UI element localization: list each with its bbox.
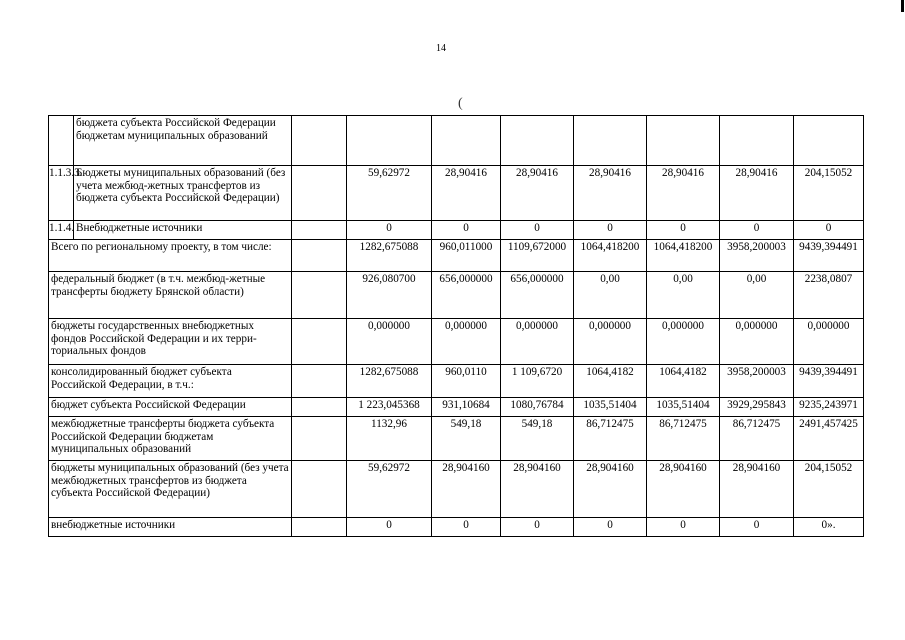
value-cell: 931,10684 xyxy=(432,398,501,417)
source-cell xyxy=(292,417,347,461)
value-cell: 3958,200003 xyxy=(720,365,794,398)
source-cell xyxy=(292,116,347,166)
value-cell: 0 xyxy=(647,221,720,240)
value-cell: 28,904160 xyxy=(432,461,501,518)
row-name: бюджеты государственных внебюджетных фондов Российской Федерации и их терри-ториальных фондов xyxy=(49,319,292,365)
table-row xyxy=(49,221,864,240)
value-cell: 0,00 xyxy=(574,272,647,319)
value-cell xyxy=(347,116,432,166)
source-cell xyxy=(292,240,347,272)
row-name: Бюджеты муниципальных образований (без учета межбюд-жетных трансфертов из бюджета субъекта Российской Федерации) xyxy=(74,166,292,221)
scan-edge-mark xyxy=(901,0,904,12)
value-cell xyxy=(501,116,574,166)
value-cell: 0,00 xyxy=(720,272,794,319)
row-code: 1.1.4. xyxy=(49,221,74,240)
value-cell: 656,000000 xyxy=(432,272,501,319)
row-name: федеральный бюджет (в т.ч. межбюд-жетные трансферты бюджету Брянской области) xyxy=(49,272,292,319)
table-row xyxy=(49,272,864,319)
value-cell: 0 xyxy=(647,518,720,537)
value-cell: 1064,418200 xyxy=(574,240,647,272)
source-cell xyxy=(292,461,347,518)
value-cell: 86,712475 xyxy=(720,417,794,461)
value-cell: 0 xyxy=(720,221,794,240)
table-row xyxy=(49,116,864,166)
value-cell: 1 223,045368 xyxy=(347,398,432,417)
value-cell: 59,62972 xyxy=(347,166,432,221)
value-cell xyxy=(574,116,647,166)
value-cell: 0,000000 xyxy=(720,319,794,365)
table-row xyxy=(49,319,864,365)
value-cell: 204,15052 xyxy=(794,461,864,518)
value-cell: 926,080700 xyxy=(347,272,432,319)
value-cell: 204,15052 xyxy=(794,166,864,221)
value-cell: 0 xyxy=(720,518,794,537)
source-cell xyxy=(292,221,347,240)
value-cell: 28,904160 xyxy=(574,461,647,518)
value-cell: 0 xyxy=(347,518,432,537)
row-code: 1.1.3.3. xyxy=(49,166,74,221)
table-row xyxy=(49,166,864,221)
value-cell: 549,18 xyxy=(432,417,501,461)
value-cell: 1064,418200 xyxy=(647,240,720,272)
handwritten-mark: ( xyxy=(458,96,463,111)
value-cell xyxy=(647,116,720,166)
value-cell: 0 xyxy=(501,221,574,240)
value-cell: 0 xyxy=(432,518,501,537)
value-cell: 3929,295843 xyxy=(720,398,794,417)
value-cell: 2491,457425 xyxy=(794,417,864,461)
row-name: Внебюджетные источники xyxy=(74,221,292,240)
budget-table xyxy=(48,115,864,537)
page-number: 14 xyxy=(436,43,446,54)
value-cell xyxy=(794,116,864,166)
value-cell: 1064,4182 xyxy=(574,365,647,398)
value-cell: 59,62972 xyxy=(347,461,432,518)
value-cell: 2238,0807 xyxy=(794,272,864,319)
value-cell: 1282,675088 xyxy=(347,365,432,398)
value-cell: 28,904160 xyxy=(720,461,794,518)
table-row xyxy=(49,461,864,518)
table-row xyxy=(49,365,864,398)
source-cell xyxy=(292,166,347,221)
value-cell: 9439,394491 xyxy=(794,365,864,398)
source-cell xyxy=(292,319,347,365)
value-cell: 1080,76784 xyxy=(501,398,574,417)
value-cell: 0 xyxy=(794,221,864,240)
value-cell: 1 109,6720 xyxy=(501,365,574,398)
table-row xyxy=(49,240,864,272)
value-cell: 960,0110 xyxy=(432,365,501,398)
source-cell xyxy=(292,518,347,537)
row-name: бюджет субъекта Российской Федерации xyxy=(49,398,292,417)
table-row xyxy=(49,518,864,537)
row-name: консолидированный бюджет субъекта Российской Федерации, в т.ч.: xyxy=(49,365,292,398)
value-cell xyxy=(432,116,501,166)
value-cell: 0». xyxy=(794,518,864,537)
value-cell: 0,000000 xyxy=(432,319,501,365)
value-cell: 0,00 xyxy=(647,272,720,319)
value-cell: 28,90416 xyxy=(501,166,574,221)
value-cell xyxy=(720,116,794,166)
value-cell: 28,90416 xyxy=(432,166,501,221)
value-cell: 9439,394491 xyxy=(794,240,864,272)
value-cell: 1064,4182 xyxy=(647,365,720,398)
value-cell: 1035,51404 xyxy=(647,398,720,417)
value-cell: 9235,243971 xyxy=(794,398,864,417)
row-name: внебюджетные источники xyxy=(49,518,292,537)
value-cell: 0 xyxy=(574,518,647,537)
table-row xyxy=(49,398,864,417)
value-cell: 1035,51404 xyxy=(574,398,647,417)
value-cell: 960,011000 xyxy=(432,240,501,272)
value-cell: 0 xyxy=(347,221,432,240)
value-cell: 28,90416 xyxy=(647,166,720,221)
value-cell: 0,000000 xyxy=(647,319,720,365)
table-row xyxy=(49,417,864,461)
value-cell: 3958,200003 xyxy=(720,240,794,272)
value-cell: 549,18 xyxy=(501,417,574,461)
value-cell: 1282,675088 xyxy=(347,240,432,272)
value-cell: 28,904160 xyxy=(647,461,720,518)
value-cell: 1109,672000 xyxy=(501,240,574,272)
value-cell: 0,000000 xyxy=(347,319,432,365)
row-name: бюджеты муниципальных образований (без учета межбюджетных трансфертов из бюджета субъекта Российской Федерации) xyxy=(49,461,292,518)
row-name: Всего по региональному проекту, в том числе: xyxy=(49,240,292,272)
source-cell xyxy=(292,365,347,398)
value-cell: 1132,96 xyxy=(347,417,432,461)
value-cell: 28,90416 xyxy=(720,166,794,221)
value-cell: 28,90416 xyxy=(574,166,647,221)
row-code xyxy=(49,116,74,166)
row-name: межбюджетные трансферты бюджета субъекта Российской Федерации бюджетам муниципальных образований xyxy=(49,417,292,461)
value-cell: 0,000000 xyxy=(794,319,864,365)
value-cell: 0 xyxy=(501,518,574,537)
value-cell: 28,904160 xyxy=(501,461,574,518)
value-cell: 0,000000 xyxy=(501,319,574,365)
source-cell xyxy=(292,272,347,319)
value-cell: 656,000000 xyxy=(501,272,574,319)
value-cell: 0 xyxy=(432,221,501,240)
value-cell: 86,712475 xyxy=(574,417,647,461)
value-cell: 0,000000 xyxy=(574,319,647,365)
value-cell: 86,712475 xyxy=(647,417,720,461)
row-name: бюджета субъекта Российской Федерации бюджетам муниципальных образований xyxy=(74,116,292,166)
value-cell: 0 xyxy=(574,221,647,240)
source-cell xyxy=(292,398,347,417)
